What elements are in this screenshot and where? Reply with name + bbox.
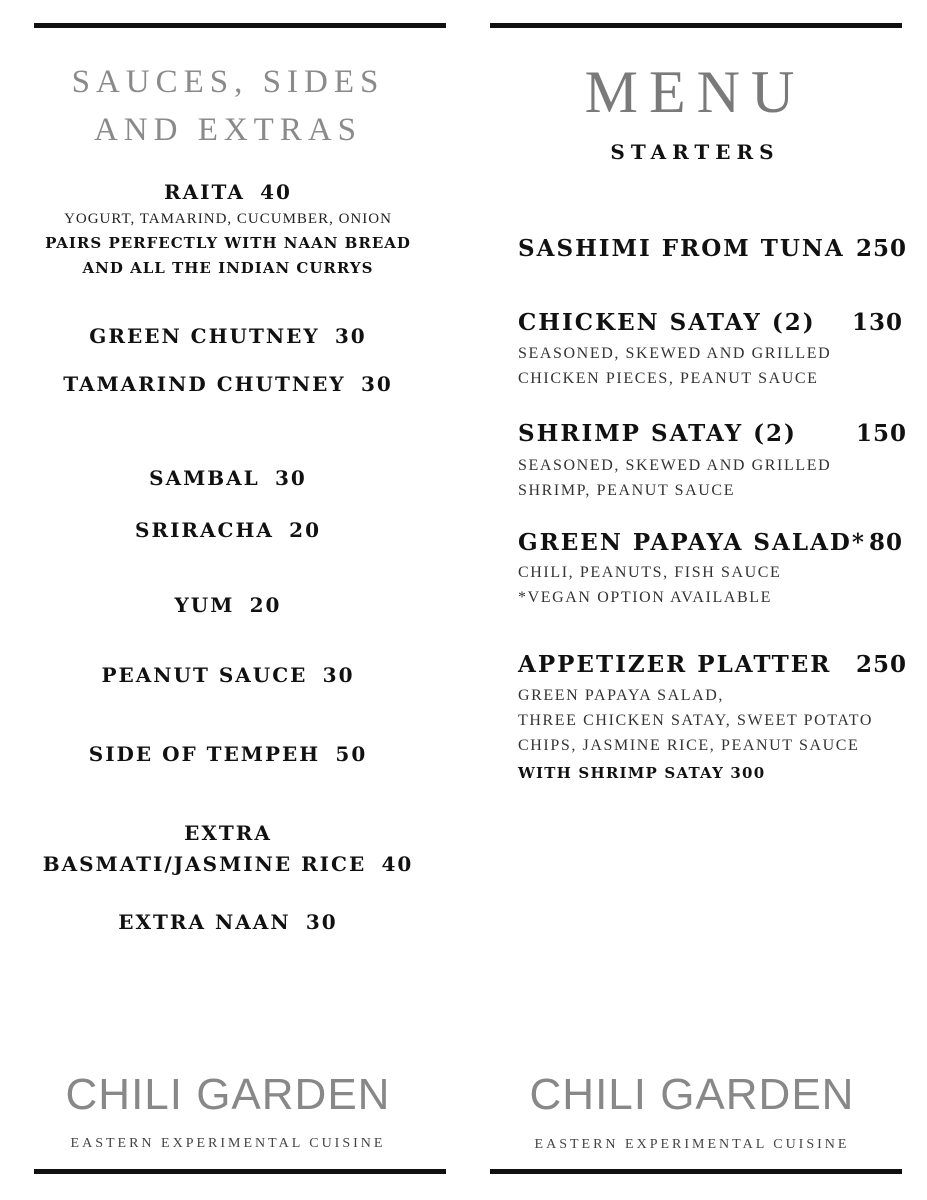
raita-ingredients: YOGURT, TAMARIND, CUCUMBER, ONION <box>64 211 392 227</box>
raita-name: RAITA <box>164 180 245 204</box>
extra-rice-item <box>38 852 418 876</box>
raita-price: 40 <box>260 180 292 204</box>
menu-item <box>38 324 418 348</box>
extra-naan-item <box>38 910 418 934</box>
item-price: 50 <box>335 742 368 766</box>
menu-item <box>38 593 418 617</box>
starter-desc: CHILI, PEANUTS, FISH SAUCE <box>518 564 782 581</box>
item-name: SIDE OF TEMPEH <box>88 742 321 766</box>
menu-item <box>38 372 418 396</box>
item-price: 30 <box>334 324 367 348</box>
left-top-rule <box>34 23 446 28</box>
raita-note-line1: PAIRS PERFECTLY WITH NAAN BREAD <box>45 234 411 252</box>
starter-desc: SEASONED, SKEWED AND GRILLED <box>518 457 832 474</box>
extra-rice-line1: EXTRA <box>184 821 272 845</box>
starter-price: 130 <box>851 309 903 336</box>
starter-name: SASHIMI FROM TUNA <box>518 235 845 262</box>
tagline-right: EASTERN EXPERIMENTAL CUISINE <box>534 1137 850 1152</box>
item-price: 30 <box>360 372 393 396</box>
item-price: 30 <box>275 466 307 490</box>
item-name: TAMARIND CHUTNEY <box>63 372 346 396</box>
starter-desc: THREE CHICKEN SATAY, SWEET POTATO <box>518 712 874 729</box>
menu-item <box>38 742 418 766</box>
starter-desc: CHIPS, JASMINE RICE, PEANUT SAUCE <box>518 737 860 754</box>
right-bottom-rule <box>490 1169 902 1174</box>
starter-desc: *VEGAN OPTION AVAILABLE <box>518 589 772 606</box>
starter-desc: SEASONED, SKEWED AND GRILLED <box>518 345 832 362</box>
item-price: 20 <box>289 518 321 542</box>
starter-name: SHRIMP SATAY (2) <box>518 420 797 447</box>
item-name: SAMBAL <box>149 466 260 490</box>
tagline-left: EASTERN EXPERIMENTAL CUISINE <box>70 1136 386 1151</box>
item-name: SRIRACHA <box>135 518 274 542</box>
extra-rice-price: 40 <box>381 852 414 876</box>
starter-price: 80 <box>868 529 903 556</box>
extra-rice-name: BASMATI/JASMINE RICE <box>42 852 367 876</box>
menu-item <box>38 663 418 687</box>
starter-desc: GREEN PAPAYA SALAD, <box>518 687 725 704</box>
starter-desc: SHRIMP, PEANUT SAUCE <box>518 482 736 499</box>
sauces-sides-title: SAUCES, SIDES AND EXTRAS <box>71 64 385 148</box>
item-name: YUM <box>174 593 235 617</box>
brand-logo-right: CHILI GARDEN <box>529 1070 855 1119</box>
brand-logo-left: CHILI GARDEN <box>65 1070 391 1119</box>
extra-naan-name: EXTRA NAAN <box>118 910 291 934</box>
menu-title: MENU <box>584 59 806 125</box>
extra-naan-price: 30 <box>305 910 338 934</box>
item-price: 20 <box>249 593 282 617</box>
menu-item <box>38 518 418 542</box>
left-bottom-rule <box>34 1169 446 1174</box>
raita-heading <box>38 180 418 204</box>
starter-name: GREEN PAPAYA SALAD* <box>518 529 866 556</box>
starter-extra: WITH SHRIMP SATAY 300 <box>518 764 766 782</box>
item-name: PEANUT SAUCE <box>101 663 308 687</box>
starter-price: 250 <box>855 651 907 678</box>
item-name: GREEN CHUTNEY <box>89 324 320 348</box>
starter-price: 150 <box>855 420 907 447</box>
starter-name: APPETIZER PLATTER <box>518 651 832 678</box>
right-top-rule <box>490 23 902 28</box>
starter-name: CHICKEN SATAY (2) <box>518 309 816 336</box>
raita-note-line2: AND ALL THE INDIAN CURRYS <box>82 259 374 277</box>
starter-price: 250 <box>855 235 907 262</box>
starters-heading: STARTERS <box>610 140 780 164</box>
item-price: 30 <box>322 663 355 687</box>
starter-desc: CHICKEN PIECES, PEANUT SAUCE <box>518 370 819 387</box>
menu-item <box>38 466 418 490</box>
